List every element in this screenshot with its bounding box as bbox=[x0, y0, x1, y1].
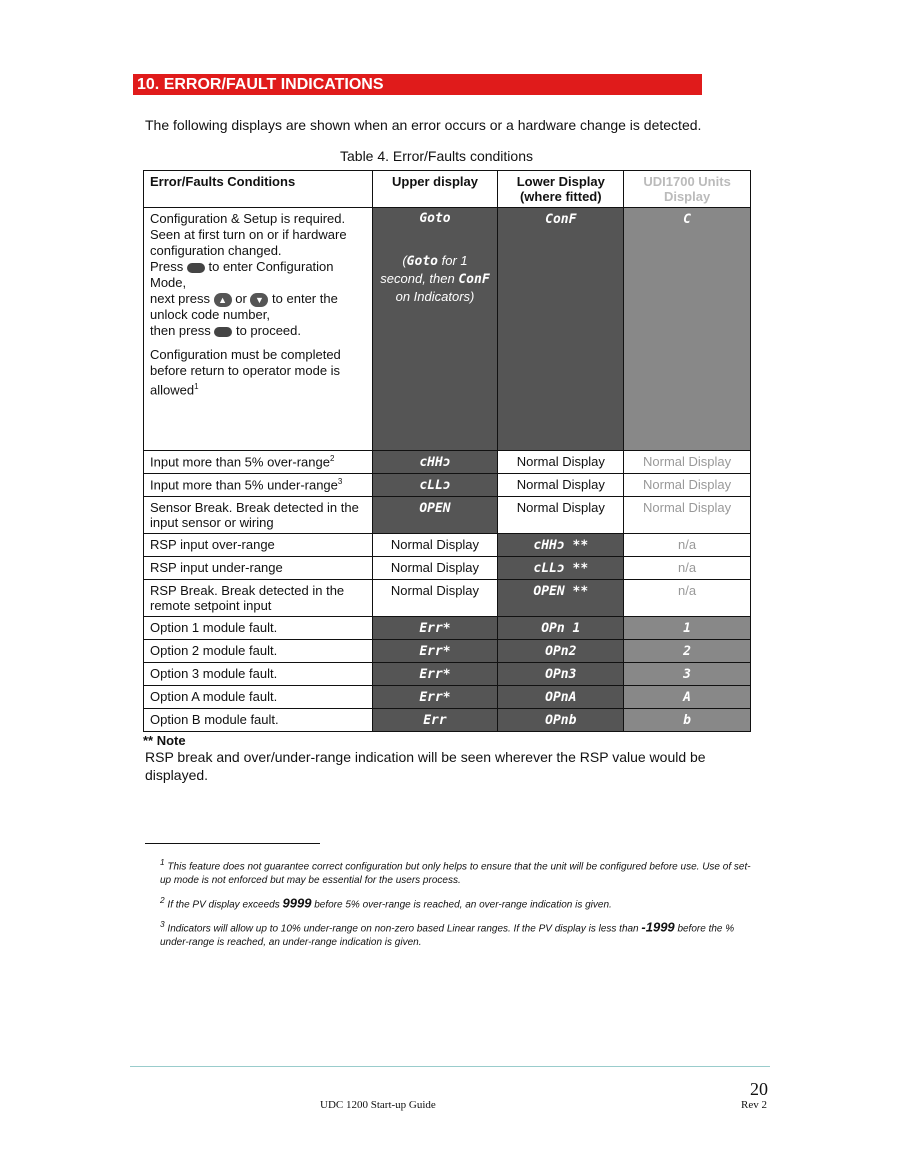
table-row bbox=[144, 208, 751, 451]
error-table bbox=[143, 170, 751, 732]
note-heading: ** Note bbox=[143, 733, 186, 748]
table-row bbox=[144, 580, 751, 617]
cond-p1: Configuration & Setup is required. Seen at first turn on or if hardware configuration changed. bbox=[150, 211, 347, 258]
header-upper: Upper display bbox=[372, 171, 498, 208]
cond-p4 bbox=[150, 323, 366, 339]
lower-display-cell: OPnA bbox=[498, 686, 624, 709]
upper-display-cell: Err bbox=[372, 709, 498, 732]
udi-display-cell: n/a bbox=[624, 580, 751, 617]
lower-display-cell: Normal Display bbox=[498, 451, 624, 474]
udi-display-cell: C bbox=[624, 208, 751, 451]
cond-p3a: next press bbox=[150, 291, 210, 306]
condition-cell: Input more than 5% over-range$^2$ bbox=[144, 451, 373, 474]
lower-display-cell: OPn2 bbox=[498, 640, 624, 663]
upper-display-cell: Normal Display bbox=[372, 534, 498, 557]
udi-display-cell: Normal Display bbox=[624, 451, 751, 474]
cond-p3c: to enter the unlock code number, bbox=[150, 291, 338, 322]
condition-cell: RSP Break. Break detected in the remote setpoint input bbox=[144, 580, 373, 617]
upper-display-cell: Normal Display bbox=[372, 557, 498, 580]
up-key-icon: ▲ bbox=[214, 293, 232, 307]
condition-cell: RSP input over-range bbox=[144, 534, 373, 557]
condition-cell: Input more than 5% under-range$^3$ bbox=[144, 474, 373, 497]
upper-display-cell: Err* bbox=[372, 686, 498, 709]
lower-display-cell: ConF bbox=[498, 208, 624, 451]
udi-display-cell: Normal Display bbox=[624, 497, 751, 534]
footnote-2: $^2$ If the PV display exceeds 9999 before 5% over-range is reached, an over-range indication is given. bbox=[160, 895, 612, 911]
table-row bbox=[144, 534, 751, 557]
udi-display-cell: 2 bbox=[624, 640, 751, 663]
condition-cell: RSP input under-range bbox=[144, 557, 373, 580]
table-row bbox=[144, 497, 751, 534]
condition-cell bbox=[144, 208, 373, 451]
lower-display-cell: Normal Display bbox=[498, 474, 624, 497]
cond-p2 bbox=[150, 259, 366, 291]
upper-note: (Goto for 1 second, then ConF on Indicators) bbox=[380, 253, 490, 304]
footnote-rule bbox=[145, 843, 320, 844]
upper-display-cell: Normal Display bbox=[372, 580, 498, 617]
header-udi: UDI1700 Units Display bbox=[624, 171, 751, 208]
upper-display-cell bbox=[372, 208, 498, 451]
footnote-ref: 1 bbox=[194, 382, 199, 391]
upper-display-cell: OPEN bbox=[372, 497, 498, 534]
cond-p5-text: Configuration must be completed before return to operator mode is allowed bbox=[150, 347, 341, 398]
cond-p2a: Press bbox=[150, 259, 184, 274]
cond-p3 bbox=[150, 291, 366, 323]
cond-p4a: then press bbox=[150, 323, 211, 338]
down-key-icon: ▼ bbox=[250, 293, 268, 307]
table-row bbox=[144, 617, 751, 640]
table-row bbox=[144, 557, 751, 580]
footnote-1: $^1$ This feature does not guarantee correct configuration but only helps to ensure that the unit will be configured before use. Use of set-up mode is not enforced but may be essential for the users process. bbox=[160, 857, 751, 887]
table-caption: Table 4. Error/Faults conditions bbox=[340, 148, 533, 164]
condition-cell: Option B module fault. bbox=[144, 709, 373, 732]
upper-display-cell: Err* bbox=[372, 663, 498, 686]
guide-title: UDC 1200 Start-up Guide bbox=[320, 1099, 436, 1111]
udi-display-cell: A bbox=[624, 686, 751, 709]
footnote-3: $^3$ Indicators will allow up to 10% under-range on non-zero based Linear ranges. If the PV display is less than -1999 before the % under-range is reached, an under-range indication is given. bbox=[160, 919, 735, 949]
table-row bbox=[144, 663, 751, 686]
upper-display-cell: Err* bbox=[372, 640, 498, 663]
page-number: 20 bbox=[750, 1079, 768, 1099]
cond-p5 bbox=[150, 347, 366, 398]
cond-p4b: to proceed. bbox=[235, 323, 301, 338]
condition-cell: Option 1 module fault. bbox=[144, 617, 373, 640]
lower-display-cell: OPn 1 bbox=[498, 617, 624, 640]
table-row bbox=[144, 451, 751, 474]
header-lower: Lower Display (where fitted) bbox=[498, 171, 624, 208]
lower-display-cell: OPnb bbox=[498, 709, 624, 732]
condition-cell: Option 2 module fault. bbox=[144, 640, 373, 663]
udi-display-cell: Normal Display bbox=[624, 474, 751, 497]
lower-display-cell: Normal Display bbox=[498, 497, 624, 534]
table-row bbox=[144, 686, 751, 709]
condition-cell: Sensor Break. Break detected in the input sensor or wiring bbox=[144, 497, 373, 534]
lower-display-cell: OPn3 bbox=[498, 663, 624, 686]
upper-display-cell: cHHɔ bbox=[372, 451, 498, 474]
lower-display-cell: cHHɔ ** bbox=[498, 534, 624, 557]
condition-cell: Option A module fault. bbox=[144, 686, 373, 709]
udi-display-cell: 3 bbox=[624, 663, 751, 686]
table-row bbox=[144, 474, 751, 497]
table-row bbox=[144, 709, 751, 732]
upper-code: Goto bbox=[419, 211, 451, 226]
upper-display-cell: Err* bbox=[372, 617, 498, 640]
footer-rule bbox=[130, 1066, 770, 1067]
cond-p3b: or bbox=[235, 291, 247, 306]
lower-display-cell: cLLɔ ** bbox=[498, 557, 624, 580]
udi-display-cell: n/a bbox=[624, 557, 751, 580]
udi-display-cell: b bbox=[624, 709, 751, 732]
note-text: RSP break and over/under-range indication will be seen wherever the RSP value would be displayed. bbox=[145, 749, 706, 783]
setup-key-icon bbox=[187, 263, 205, 273]
table-row bbox=[144, 640, 751, 663]
revision: Rev 2 bbox=[741, 1099, 767, 1111]
table-header-row bbox=[144, 171, 751, 208]
condition-cell: Option 3 module fault. bbox=[144, 663, 373, 686]
udi-display-cell: 1 bbox=[624, 617, 751, 640]
udi-display-cell: n/a bbox=[624, 534, 751, 557]
lower-display-cell: OPEN ** bbox=[498, 580, 624, 617]
setup-key-icon bbox=[214, 327, 232, 337]
cond-p2b: to enter Configuration Mode, bbox=[150, 259, 334, 290]
section-heading: 10. ERROR/FAULT INDICATIONS bbox=[133, 74, 702, 95]
upper-display-cell: cLLɔ bbox=[372, 474, 498, 497]
intro-text: The following displays are shown when an error occurs or a hardware change is detected. bbox=[145, 117, 702, 133]
header-conditions: Error/Faults Conditions bbox=[144, 171, 373, 208]
